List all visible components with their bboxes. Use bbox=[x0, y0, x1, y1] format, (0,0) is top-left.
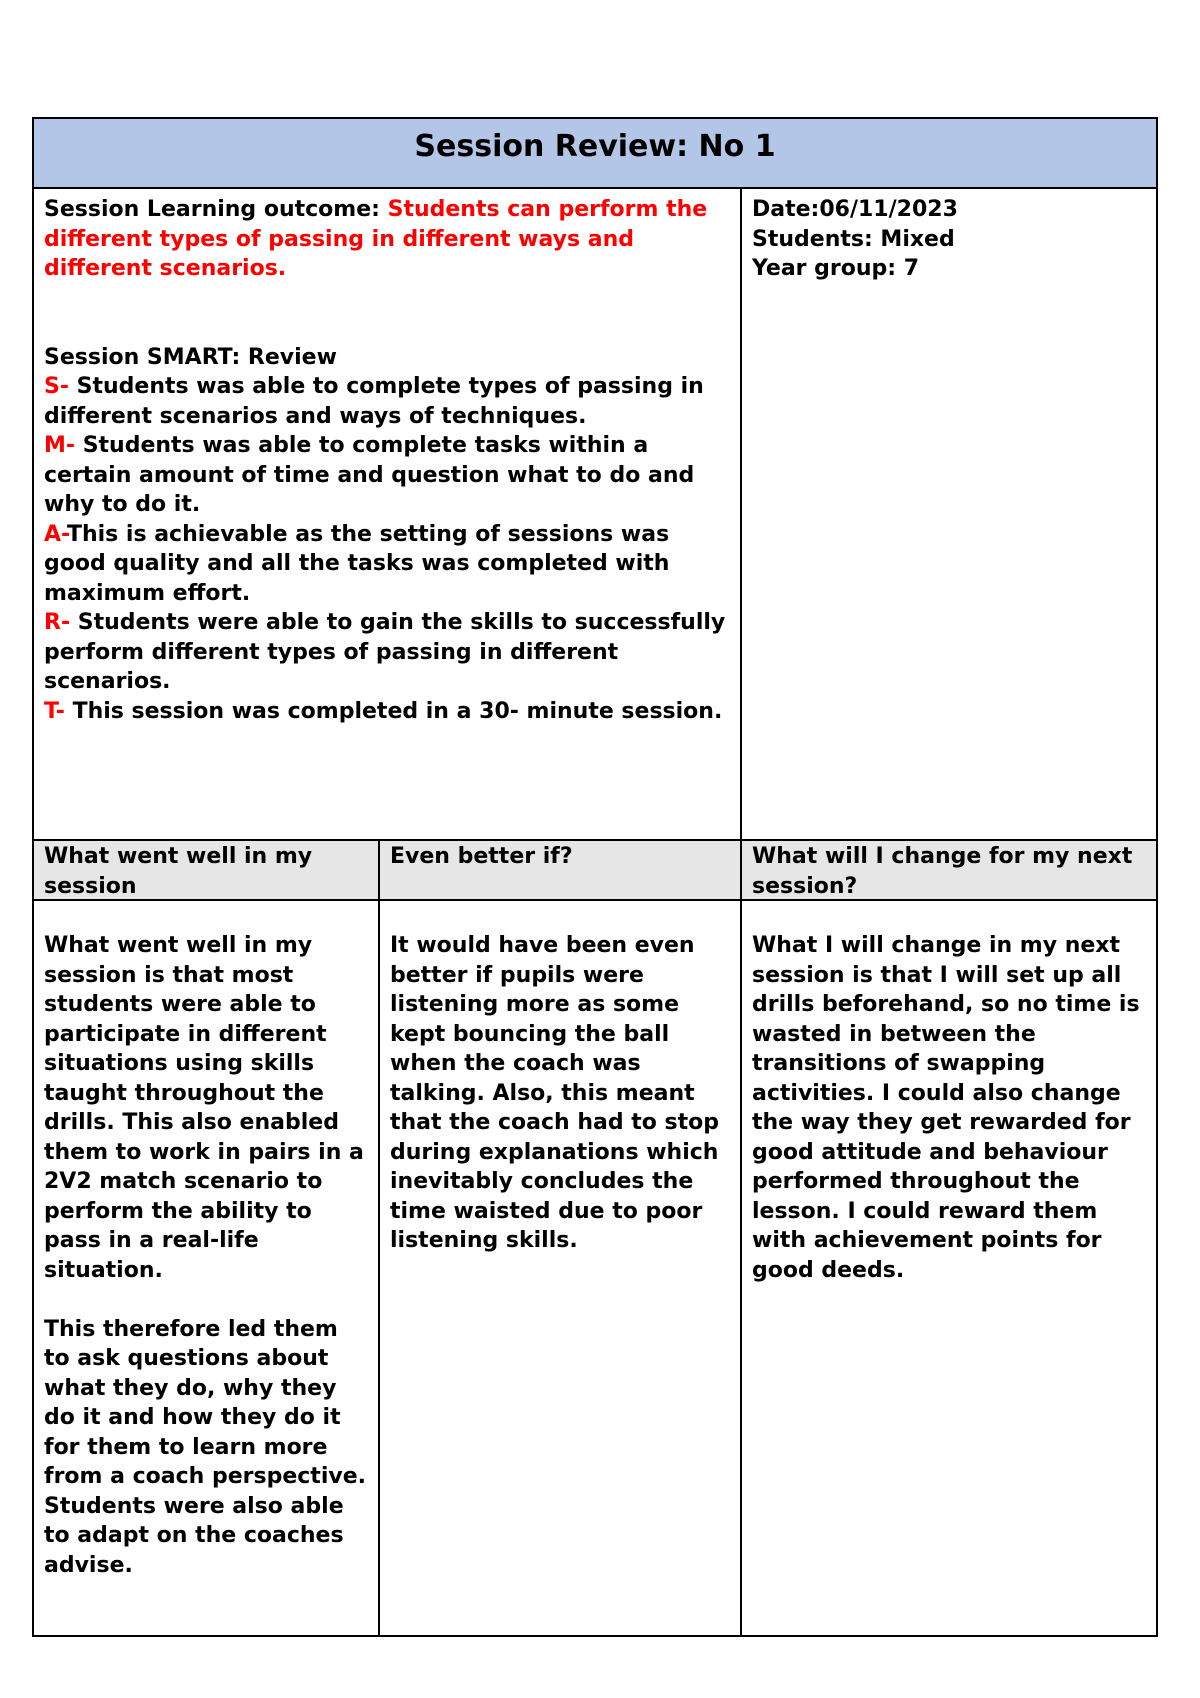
even-better-header: Even better if? bbox=[380, 841, 740, 899]
smart-text: This is achievable as the setting of sessions was good quality and all the tasks was completed with maximum effort. bbox=[44, 521, 670, 606]
smart-text: Students was able to complete types of passing in different scenarios and ways of techniques. bbox=[44, 374, 704, 429]
smart-letter: M- bbox=[44, 433, 76, 458]
session-review-table bbox=[32, 117, 1158, 1637]
smart-letter: A- bbox=[44, 521, 67, 547]
smart-letter: S- bbox=[44, 374, 69, 399]
change-text: What I will change in my next session is that I will set up all drills beforehand, so no time is wasted in between the transitions of swapping activities. I could also change the way they get rewarded for good attitude and behaviour performed throughout the lesson. I could reward them with achievement points for good deeds. bbox=[752, 933, 1140, 1283]
session-students: Students: Mixed bbox=[752, 226, 955, 252]
smart-item-a bbox=[44, 520, 728, 609]
session-year-group: Year group: 7 bbox=[752, 256, 920, 281]
change-cell bbox=[742, 901, 1156, 1635]
smart-letter: R- bbox=[44, 610, 71, 635]
learning-outcome-label: Session Learning outcome: bbox=[44, 197, 380, 222]
went-well-cell bbox=[34, 901, 378, 1635]
smart-item-t bbox=[44, 697, 728, 727]
smart-item-r bbox=[44, 608, 728, 697]
learning-outcome-text: Students can perform the different types of passing in different ways and different scenarios. bbox=[44, 197, 708, 281]
change-header: What will I change for my next session? bbox=[742, 841, 1156, 899]
learning-outcome bbox=[44, 195, 728, 284]
smart-heading: Session SMART: Review bbox=[44, 344, 337, 370]
smart-item-s bbox=[44, 372, 728, 431]
went-well-text-2: This therefore led them to ask questions about what they do, why they do it and how they do it for them to learn more from a coach perspective. Students were also able to adapt on the coaches advise. bbox=[44, 1316, 366, 1578]
session-date: Date:06/11/2023 bbox=[752, 197, 958, 222]
even-better-text: It would have been even better if pupils were listening more as some kept bouncing the ball when the coach was talking. Also, this meant that the coach had to stop during explanations which inevitably concludes the time waisted due to poor listening skills. bbox=[390, 933, 720, 1253]
smart-item-m bbox=[44, 431, 728, 520]
learning-outcome-cell bbox=[34, 189, 738, 839]
smart-text: Students was able to complete tasks within a certain amount of time and question what to do and why to do it. bbox=[44, 433, 695, 517]
page-title: Session Review: No 1 bbox=[414, 129, 776, 164]
title-row bbox=[34, 119, 1156, 187]
smart-text: This session was completed in a 30- minute session. bbox=[64, 698, 723, 724]
even-better-cell bbox=[380, 901, 740, 1635]
smart-letter: T- bbox=[44, 698, 65, 724]
session-details-cell bbox=[742, 189, 1156, 839]
went-well-text: What went well in my session is that most students were able to participate in different situations using skills taught throughout the drills. This also enabled them to work in pairs in a 2V2 match scenario to perform the ability to pass in a real-life situation. bbox=[44, 933, 364, 1283]
smart-text: Students were able to gain the skills to successfully perform different types of passing in different scenarios. bbox=[44, 610, 726, 694]
went-well-header: What went well in my session bbox=[34, 841, 378, 899]
